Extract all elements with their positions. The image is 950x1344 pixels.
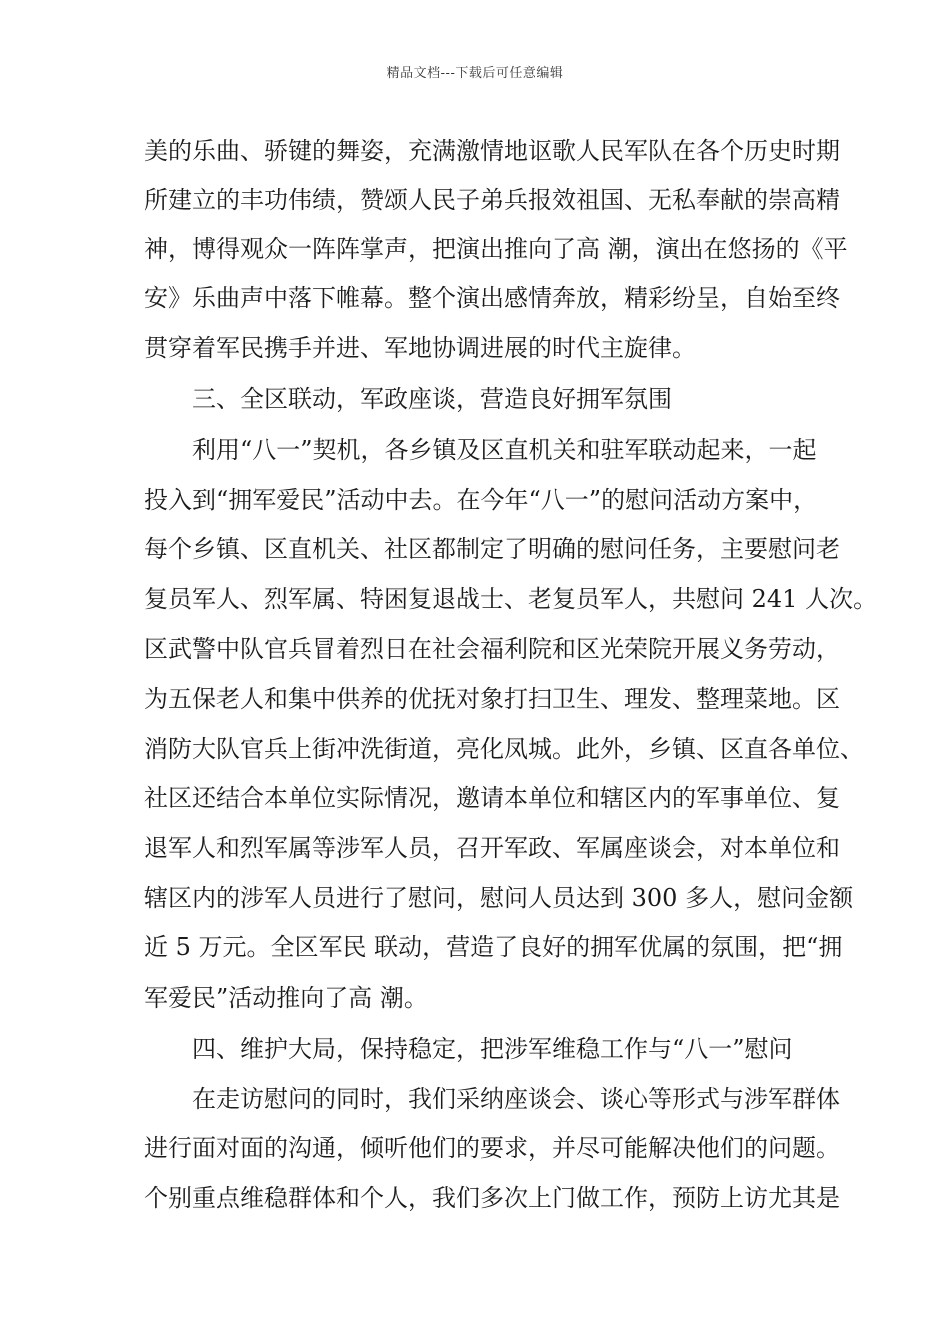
body-line: 进行面对面的沟通，倾听他们的要求，并尽可能解决他们的问题。 xyxy=(144,1134,840,1162)
body-line: 安》乐曲声中落下帷幕。整个演出感情奔放，精彩纷呈，自始至终 xyxy=(144,284,840,312)
body-line: 军爱民”活动推向了高 潮。 xyxy=(144,984,428,1012)
body-line: 所建立的丰功伟绩，赞颂人民子弟兵报效祖国、无私奉献的崇高精 xyxy=(144,186,840,214)
body-line: 消防大队官兵上街冲洗街道，亮化凤城。此外，乡镇、区直各单位、 xyxy=(144,735,864,763)
body-line: 美的乐曲、骄键的舞姿，充满激情地讴歌人民军队在各个历史时期 xyxy=(144,137,840,165)
body-line: 每个乡镇、区直机关、社区都制定了明确的慰问任务，主要慰问老 xyxy=(144,535,840,563)
body-line: 贯穿着军民携手并进、军地协调进展的时代主旋律。 xyxy=(144,334,696,362)
section-heading: 四、维护大局，保持稳定，把涉军维稳工作与“八一”慰问 xyxy=(192,1035,793,1063)
body-line: 个别重点维稳群体和个人，我们多次上门做工作，预防上访尤其是 xyxy=(144,1184,840,1212)
body-line: 为五保老人和集中供养的优抚对象打扫卫生、理发、整理菜地。区 xyxy=(144,685,840,713)
body-line: 投入到“拥军爱民”活动中去。在今年“八一”的慰问活动方案中， xyxy=(144,486,818,514)
section-heading: 三、全区联动，军政座谈，营造良好拥军氛围 xyxy=(192,385,672,413)
page-header: 精品文档---下载后可任意编辑 xyxy=(386,66,564,81)
body-line: 区武警中队官兵冒着烈日在社会福利院和区光荣院开展义务劳动， xyxy=(144,635,840,663)
body-line: 近 5 万元。全区军民 联动，营造了良好的拥军优属的氛围，把“拥 xyxy=(144,933,843,961)
body-line: 复员军人、烈军属、特困复退战士、老复员军人，共慰问 241 人次。 xyxy=(144,585,878,613)
body-line: 辖区内的涉军人员进行了慰问，慰问人员达到 300 多人，慰问金额 xyxy=(144,884,854,912)
body-line: 利用“八一”契机，各乡镇及区直机关和驻军联动起来，一起 xyxy=(192,436,817,464)
body-line: 社区还结合本单位实际情况，邀请本单位和辖区内的军事单位、复 xyxy=(144,784,840,812)
body-line: 退军人和烈军属等涉军人员，召开军政、军属座谈会，对本单位和 xyxy=(144,834,840,862)
body-line: 在走访慰问的同时，我们采纳座谈会、谈心等形式与涉军群体 xyxy=(192,1085,840,1113)
body-line: 神，博得观众一阵阵掌声，把演出推向了高 潮，演出在悠扬的《平 xyxy=(144,235,848,263)
